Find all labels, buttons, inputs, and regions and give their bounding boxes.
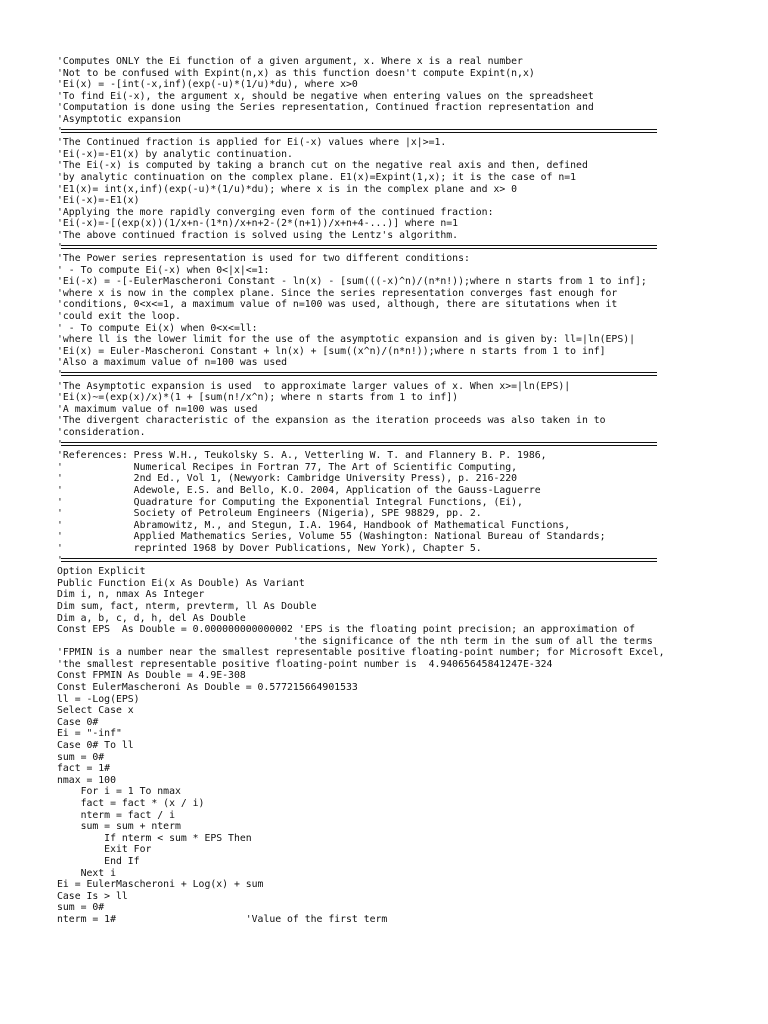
comment-line: 'the significance of the nth term in the sum of all the terms <box>57 635 653 647</box>
double-rule <box>61 129 657 133</box>
comment-line: ' - To compute Ei(-x) when 0<|x|<=1: <box>57 264 270 276</box>
code-line: Dim i, n, nmax As Integer <box>57 589 205 601</box>
code-line: Case 0# To ll <box>57 740 134 752</box>
comment-line: 'Ei(x)~=(exp(x)/x)*(1 + [sum(n!/x^n); where n starts from 1 to inf]) <box>57 392 459 404</box>
double-rule <box>61 372 657 376</box>
code-line: Dim sum, fact, nterm, prevterm, ll As Double <box>57 600 317 612</box>
comment-line: 'Computes ONLY the Ei function of a given argument, x. Where x is a real number <box>57 56 523 67</box>
code-line: sum = 0# <box>57 751 105 763</box>
comment-marker: ' <box>57 554 63 566</box>
comment-marker: ' <box>57 438 63 450</box>
comment-line: 'could exit the loop. <box>57 311 181 323</box>
code-line: sum = sum + nterm <box>57 821 181 833</box>
comment-line: 'conditions, 0<x<=1, a maximum value of n=100 was used, although, there are situtations when it <box>57 299 618 311</box>
code-line: Const FPMIN As Double = 4.9E-308 <box>57 670 246 682</box>
comment-line: 'where x is now in the complex plane. Since the series representation converges fast enough for <box>57 287 618 299</box>
comment-line: 'E1(x)= int(x,inf)(exp(-u)*(1/u)*du); where x is in the complex plane and x> 0 <box>57 183 518 195</box>
code-listing <box>57 56 757 926</box>
comment-marker: ' <box>57 125 63 137</box>
code-line: Exit For <box>57 844 152 856</box>
comment-line: 'Ei(x) = -[int(-x,inf)(exp(-u)*(1/u)*du), where x>0 <box>57 79 358 91</box>
comment-line: ' - To compute Ei(x) when 0<x<=ll: <box>57 322 258 334</box>
comment-marker: ' <box>57 369 63 381</box>
double-rule <box>61 245 657 249</box>
code-line: fact = 1# <box>57 763 111 775</box>
comment-line: 'A maximum value of n=100 was used <box>57 403 258 415</box>
code-line: fact = fact * (x / i) <box>57 798 205 809</box>
comment-line: 'Ei(x) = Euler-Mascheroni Constant + ln(x) + [sum((x^n)/(n*n!));where n starts from 1 to inf] <box>57 345 606 357</box>
code-line: For i = 1 To nmax <box>57 786 181 798</box>
comment-line: 'The above continued fraction is solved using the Lentz's algorithm. <box>57 229 459 241</box>
code-line: Case 0# <box>57 716 99 728</box>
code-line: Option Explicit <box>57 566 146 578</box>
comment-line: 'References: Press W.H., Teukolsky S. A., Vetterling W. T. and Flannery B. P. 1986, <box>57 450 547 462</box>
code-line: Const EulerMascheroni As Double = 0.577215664901533 <box>57 682 358 694</box>
comment-line: ' reprinted 1968 by Dover Publications, New York), Chapter 5. <box>57 542 482 554</box>
separator-line <box>57 126 757 138</box>
comment-line: 'Applying the more rapidly converging even form of the continued fraction: <box>57 206 494 218</box>
code-line: End If <box>57 855 140 867</box>
code-line: nterm = fact / i <box>57 809 175 821</box>
code-line: Case Is > ll <box>57 890 128 902</box>
comment-line: 'The divergent characteristic of the expansion as the iteration proceeds was also taken in to <box>57 415 606 427</box>
code-line: Public Function Ei(x As Double) As Variant <box>57 577 305 589</box>
comment-line: 'FPMIN is a number near the smallest representable positive floating-point number; for Microsoft Excel, <box>57 647 665 659</box>
comment-line: ' Applied Mathematics Series, Volume 55 (Washington: National Bureau of Standards; <box>57 531 606 543</box>
comment-line: 'Ei(-x)=-[(exp(x))(1/x+n-(1*n)/x+n+2-(2*(n+1))/x+n+4-...)] where n=1 <box>57 218 459 230</box>
comment-line: ' 2nd Ed., Vol 1, (Newyork: Cambridge University Press), p. 216-220 <box>57 473 518 485</box>
code-line: Ei = EulerMascheroni + Log(x) + sum <box>57 879 264 891</box>
comment-line: 'The Ei(-x) is computed by taking a branch cut on the negative real axis and then, defined <box>57 160 588 172</box>
code-line: nterm = 1# 'Value of the first term <box>57 913 388 925</box>
comment-line: 'Ei(-x) = -[-EulerMascheroni Constant - ln(x) - [sum(((-x)^n)/(n*n!));where n starts from 1 to inf]; <box>57 276 647 288</box>
code-line: ll = -Log(EPS) <box>57 693 140 705</box>
code-line: Ei = "-inf" <box>57 728 122 740</box>
comment-line: 'Ei(-x)=-E1(x) by analytic continuation. <box>57 148 293 160</box>
comment-line: 'Computation is done using the Series representation, Continued fraction representation and <box>57 102 594 114</box>
comment-line: 'To find Ei(-x), the argument x, should be negative when entering values on the spreadsheet <box>57 90 594 102</box>
code-line: sum = 0# <box>57 902 105 914</box>
code-line: Next i <box>57 867 116 879</box>
comment-line: 'consideration. <box>57 427 146 438</box>
comment-line: 'the smallest representable positive floating-point number is 4.94065645841247E-324 <box>57 658 553 670</box>
comment-line: 'Also a maximum value of n=100 was used <box>57 357 288 369</box>
comment-line: 'Ei(-x)=-E1(x) <box>57 195 140 207</box>
comment-line: ' Quadrature for Computing the Exponential Integral Functions, (Ei), <box>57 496 523 508</box>
code-line: Const EPS As Double = 0.000000000000002 'EPS is the floating point precision; an approximation of <box>57 624 636 636</box>
code-line: Dim a, b, c, d, h, del As Double <box>57 612 246 624</box>
comment-line: ' Society of Petroleum Engineers (Nigeria), SPE 98829, pp. 2. <box>57 508 482 520</box>
comment-line: 'The Power series representation is used for two different conditions: <box>57 253 470 265</box>
comment-line: 'The Asymptotic expansion is used to approximate larger values of x. When x>=|ln(EPS)| <box>57 380 571 392</box>
comment-line: 'where ll is the lower limit for the use of the asymptotic expansion and is given by: ll=|ln(EPS)| <box>57 334 636 346</box>
separator-line <box>57 439 757 451</box>
separator-line <box>57 555 757 567</box>
comment-line: 'Not to be confused with Expint(n,x) as this function doesn't compute Expint(n,x) <box>57 67 535 79</box>
double-rule <box>61 558 657 562</box>
comment-marker: ' <box>57 241 63 253</box>
comment-line: 'Asymptotic expansion <box>57 113 181 125</box>
comment-line: ' Adewole, E.S. and Bello, K.O. 2004, Application of the Gauss-Laguerre <box>57 484 541 496</box>
code-line: Select Case x <box>57 705 134 717</box>
comment-line: ' Abramowitz, M., and Stegun, I.A. 1964, Handbook of Mathematical Functions, <box>57 519 571 531</box>
separator-line <box>57 369 757 381</box>
code-line: nmax = 100 <box>57 774 116 786</box>
separator-line <box>57 242 757 254</box>
comment-line: 'by analytic continuation on the complex plane. E1(x)=Expint(1,x); it is the case of n=1 <box>57 171 577 183</box>
comment-line: 'The Continued fraction is applied for Ei(-x) values where |x|>=1. <box>57 137 447 149</box>
double-rule <box>61 442 657 446</box>
code-line: If nterm < sum * EPS Then <box>57 832 252 844</box>
comment-line: ' Numerical Recipes in Fortran 77, The Art of Scientific Computing, <box>57 461 518 473</box>
